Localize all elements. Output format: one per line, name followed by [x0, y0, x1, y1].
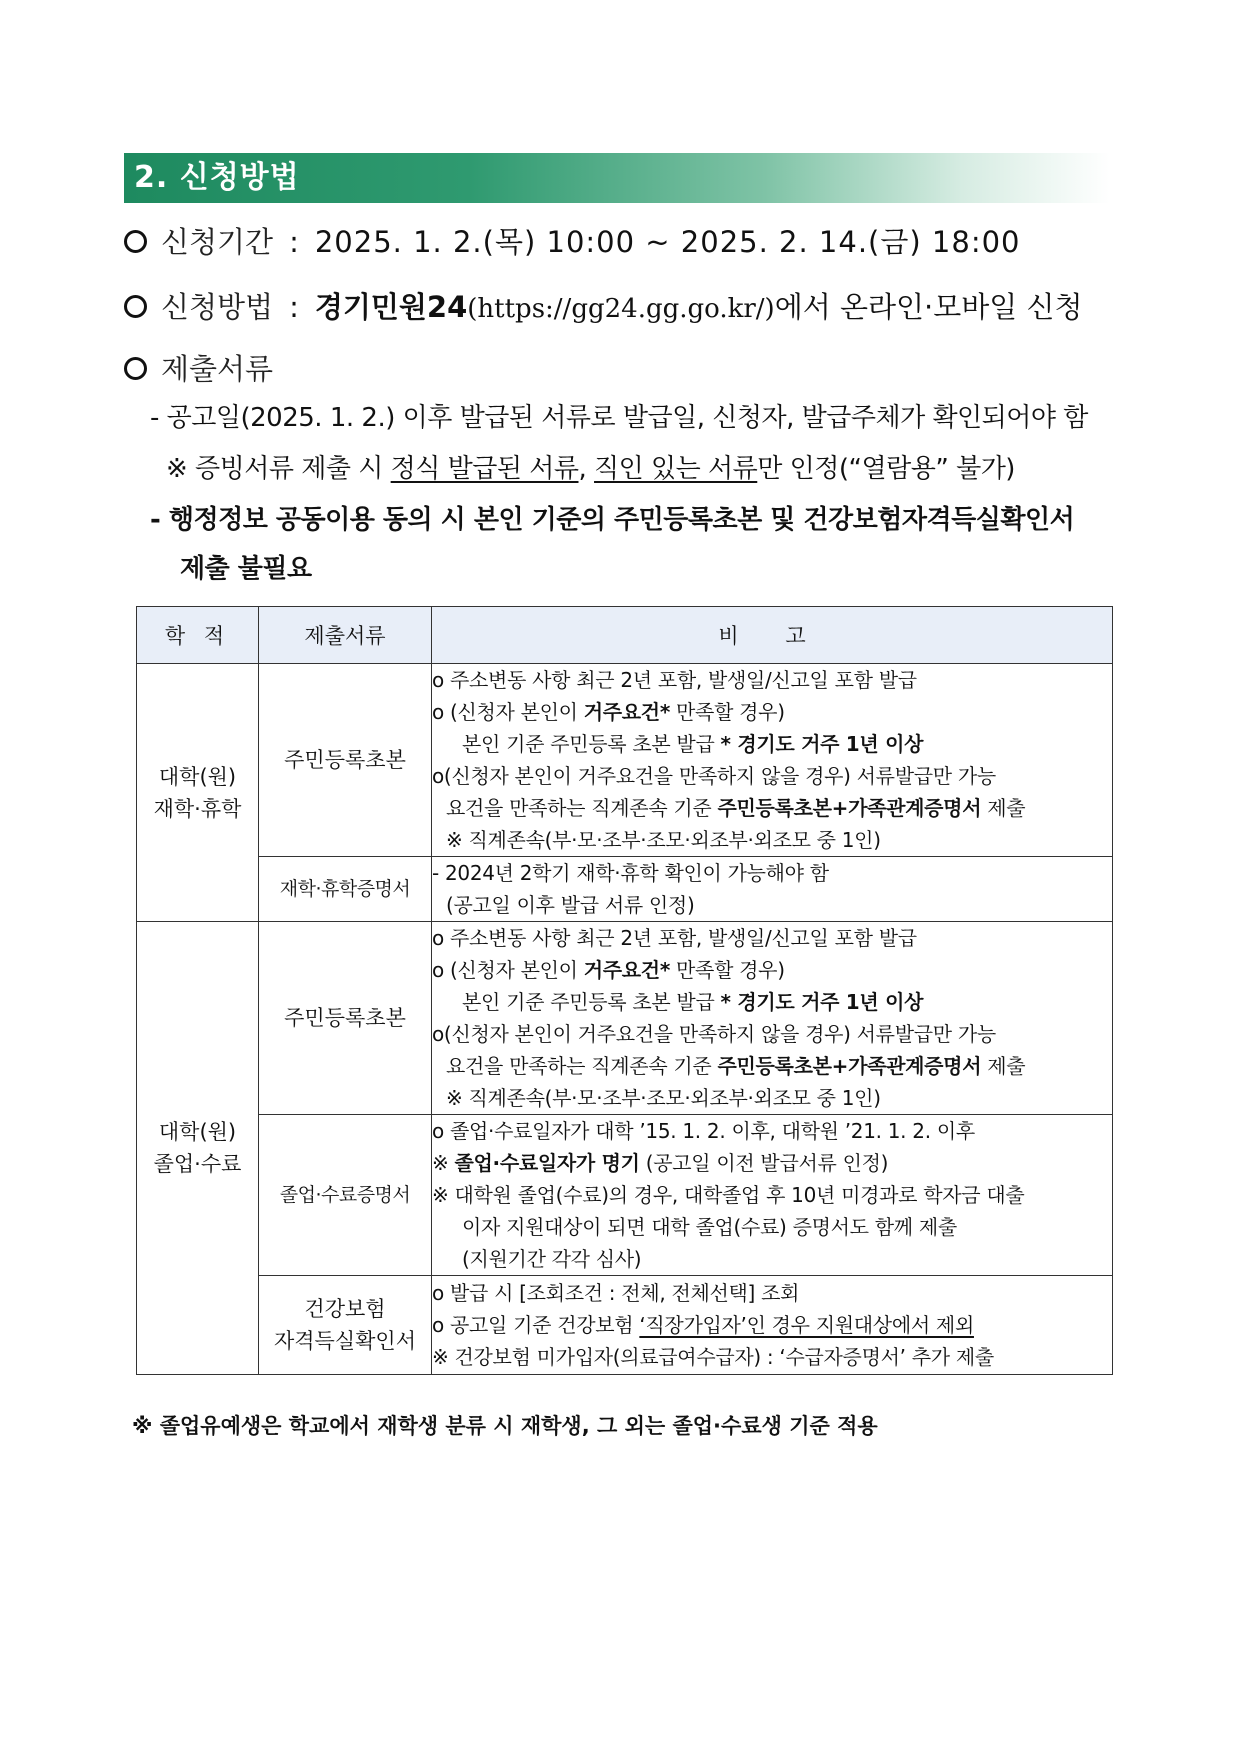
footnote: ※ 졸업유예생은 학교에서 재학생 분류 시 재학생, 그 외는 졸업·수료생 기준 적용 — [132, 1414, 878, 1438]
note-line: 요건을 만족하는 직계존속 기준 주민등록초본+가족관계증명서 제출 — [446, 796, 1026, 820]
circle-bullet-icon — [124, 357, 147, 380]
category-line: 대학(원) — [158, 764, 237, 789]
header-category: 학 적 — [137, 607, 259, 664]
category-line: 대학(원) — [158, 1120, 237, 1144]
method-colon: : — [289, 290, 299, 324]
table-row — [137, 922, 1113, 1115]
note-line: o(신청자 본인이 거주요건을 만족하지 않을 경우) 서류발급만 가능 — [432, 1022, 996, 1046]
circle-bullet-icon — [124, 230, 147, 253]
note-line: o (신청자 본인이 거주요건* 만족할 경우) — [432, 958, 785, 982]
documents-line — [124, 349, 273, 389]
table-row — [137, 1115, 1113, 1276]
note-line: o 발급 시 [조회조건 : 전체, 전체선택] 조회 — [432, 1281, 800, 1305]
doc-resident-enrolled: 주민등록초본 — [259, 664, 432, 857]
admin-info-line1: - 행정정보 공동이용 동의 시 본인 기준의 주민등록초본 및 건강보험자격득실확인서 — [150, 505, 1075, 535]
table-row — [137, 857, 1113, 922]
method-suffix: 에서 온라인·모바일 신청 — [774, 290, 1083, 324]
table-row — [137, 1276, 1113, 1375]
documents-label: 제출서류 — [161, 352, 274, 386]
doc-enrollment-cert: 재학·휴학증명서 — [259, 857, 432, 922]
note-line: ※ 직계존속(부·모·조부·조모·외조부·외조모 중 1인) — [446, 1086, 881, 1110]
table-header-row — [137, 607, 1113, 664]
note-line: ※ 건강보험 미가입자(의료급여수급자) : ‘수급자증명서’ 추가 제출 — [432, 1345, 994, 1369]
note-line: 본인 기준 주민등록 초본 발급 * 경기도 거주 1년 이상 — [462, 990, 924, 1014]
circle-bullet-icon — [124, 295, 147, 318]
note-line: ※ 졸업·수료일자가 명기 (공고일 이전 발급서류 인정) — [432, 1151, 889, 1175]
note-line: 이자 지원대상이 되면 대학 졸업(수료) 증명서도 함께 제출 — [462, 1215, 957, 1239]
note-line: ※ 대학원 졸업(수료)의 경우, 대학졸업 후 10년 미경과로 학자금 대출 — [432, 1183, 1025, 1207]
documents-notice — [166, 451, 1015, 487]
note-enrollment-cert — [432, 857, 1113, 922]
method-line — [124, 287, 1083, 329]
method-label: 신청방법 — [161, 290, 274, 324]
note-insurance-cert — [432, 1276, 1113, 1375]
notice-sealed-docs: 직인 있는 서류 — [594, 454, 758, 484]
method-site-url[interactable]: (https://gg24.gg.go.kr/) — [467, 294, 775, 324]
table-row — [137, 664, 1113, 857]
note-graduation-cert — [432, 1115, 1113, 1276]
doc-graduation-cert: 졸업·수료증명서 — [259, 1115, 432, 1276]
note-line: (지원기간 각각 심사) — [462, 1247, 642, 1271]
admin-info-line2: 제출 불필요 — [180, 554, 312, 584]
category-enrolled — [137, 664, 259, 922]
note-line: (공고일 이후 발급 서류 인정) — [446, 893, 695, 917]
section-title: 2. 신청방법 — [134, 160, 300, 195]
note-line: 요건을 만족하는 직계존속 기준 주민등록초본+가족관계증명서 제출 — [446, 1054, 1026, 1078]
note-resident-enrolled — [432, 664, 1113, 857]
doc-line: 자격득실확인서 — [273, 1329, 416, 1353]
note-line: o 졸업·수료일자가 대학 ’15. 1. 2. 이후, 대학원 ’21. 1. 2. 이후 — [432, 1119, 975, 1143]
category-graduated — [137, 922, 259, 1375]
doc-line: 건강보험 — [304, 1297, 386, 1321]
note-line: o(신청자 본인이 거주요건을 만족하지 않을 경우) 서류발급만 가능 — [432, 764, 996, 788]
notice-prefix: ※ 증빙서류 제출 시 — [166, 454, 391, 484]
period-line — [124, 222, 1021, 262]
note-resident-graduated — [432, 922, 1113, 1115]
notice-official-docs: 정식 발급된 서류 — [390, 454, 579, 484]
method-site-name: 경기민원24 — [314, 290, 468, 324]
note-line: 본인 기준 주민등록 초본 발급 * 경기도 거주 1년 이상 — [462, 732, 924, 756]
period-label: 신청기간 — [161, 225, 274, 259]
header-note: 비 고 — [432, 607, 1113, 664]
note-line: o 주소변동 사항 최근 2년 포함, 발생일/신고일 포함 발급 — [432, 668, 917, 692]
documents-requirement: - 공고일(2025. 1. 2.) 이후 발급된 서류로 발급일, 신청자, 발급주체가 확인되어야 함 — [150, 403, 1088, 433]
note-line: o (신청자 본인이 거주요건* 만족할 경우) — [432, 700, 785, 724]
period-value: 2025. 1. 2.(목) 10:00 ~ 2025. 2. 14.(금) 18:00 — [314, 225, 1021, 259]
category-line: 졸업·수료 — [153, 1152, 242, 1176]
note-line: - 2024년 2학기 재학·휴학 확인이 가능해야 함 — [432, 861, 829, 885]
doc-resident-graduated: 주민등록초본 — [259, 922, 432, 1115]
notice-suffix: 만 인정(“열람용” 불가) — [757, 454, 1015, 484]
documents-table — [136, 606, 1113, 1375]
note-line: o 주소변동 사항 최근 2년 포함, 발생일/신고일 포함 발급 — [432, 926, 917, 950]
note-line: o 공고일 기준 건강보험 ‘직장가입자’인 경우 지원대상에서 제외 — [432, 1313, 974, 1337]
note-line: ※ 직계존속(부·모·조부·조모·외조부·외조모 중 1인) — [446, 828, 881, 852]
header-doc: 제출서류 — [259, 607, 432, 664]
period-colon: : — [289, 225, 299, 259]
doc-insurance-cert — [259, 1276, 432, 1375]
category-line: 재학·휴학 — [153, 796, 242, 821]
notice-sep: , — [578, 454, 595, 484]
